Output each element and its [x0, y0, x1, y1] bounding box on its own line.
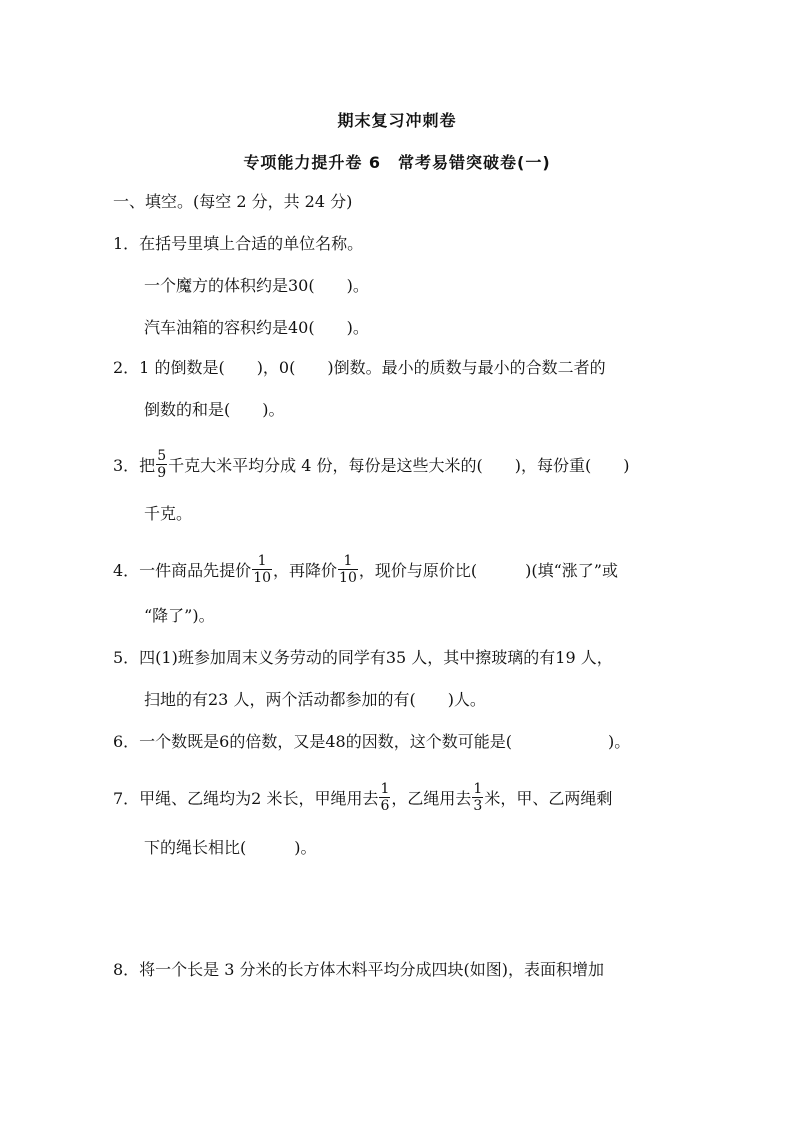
question-1-stem: 1．在括号里填上合适的单位名称。: [113, 234, 364, 253]
question-7-middle: ，乙绳用去: [391, 789, 472, 808]
fraction-denominator: 3: [473, 798, 483, 814]
question-7-suffix: 米，甲、乙两绳剩: [484, 789, 613, 808]
fraction-denominator: 6: [380, 798, 390, 814]
question-6-line-1: 6．一个数既是6的倍数，又是48的因数，这个数可能是( )。: [113, 732, 631, 751]
fraction-numerator: 1: [257, 553, 267, 569]
fraction-one-sixth: [379, 781, 390, 814]
question-4-line-1: [113, 555, 618, 588]
fraction-one-tenth-b: [338, 553, 358, 586]
question-1-item-a: 一个魔方的体积约是30( )。: [144, 276, 369, 295]
question-2-line-2: 倒数的和是( )。: [144, 400, 285, 419]
fraction-one-third: [472, 781, 483, 814]
question-3-suffix: 千克大米平均分成 4 份，每份是这些大米的( )，每份重( ): [168, 456, 630, 475]
question-4-line-2: “降了”)。: [144, 606, 215, 625]
question-3-prefix: 3．把: [113, 456, 156, 475]
fraction-five-ninths: [156, 448, 167, 481]
question-7-line-2: 下的绳长相比( )。: [144, 838, 317, 857]
question-3-line-2: 千克。: [144, 504, 193, 523]
question-4-prefix: 4．一件商品先提价: [113, 561, 252, 580]
question-8-line-1: 8．将一个长是 3 分米的长方体木料平均分成四块(如图)，表面积增加: [113, 960, 605, 979]
page-subtitle: 专项能力提升卷 6 常考易错突破卷(一): [243, 153, 551, 172]
question-7-prefix: 7．甲绳、乙绳均为2 米长，甲绳用去: [113, 789, 379, 808]
fraction-denominator: 10: [253, 570, 272, 586]
fraction-denominator: 10: [339, 570, 357, 586]
fraction-numerator: 5: [157, 448, 167, 464]
question-2-line-1: 2．1 的倒数是( )，0( )倒数。最小的质数与最小的合数二者的: [113, 358, 606, 377]
question-7-line-1: [113, 783, 612, 816]
question-3-line-1: [113, 450, 629, 483]
fraction-numerator: 1: [473, 781, 483, 797]
section-heading: 一、填空。(每空 2 分，共 24 分): [113, 192, 353, 211]
question-5-line-2: 扫地的有23 人，两个活动都参加的有( )人。: [144, 690, 486, 709]
page-title: 期末复习冲刺卷: [337, 111, 457, 130]
question-1-item-b: 汽车油箱的容积约是40( )。: [144, 318, 369, 337]
fraction-denominator: 9: [157, 465, 167, 481]
fraction-numerator: 1: [343, 553, 353, 569]
fraction-numerator: 1: [380, 781, 390, 797]
question-4-suffix: ，现价与原价比( )(填“涨了”或: [358, 561, 618, 580]
fraction-one-tenth-a: [252, 553, 272, 586]
question-4-middle: ，再降价: [273, 561, 338, 580]
question-5-line-1: 5．四(1)班参加周末义务劳动的同学有35 人，其中擦玻璃的有19 人，: [113, 648, 613, 667]
